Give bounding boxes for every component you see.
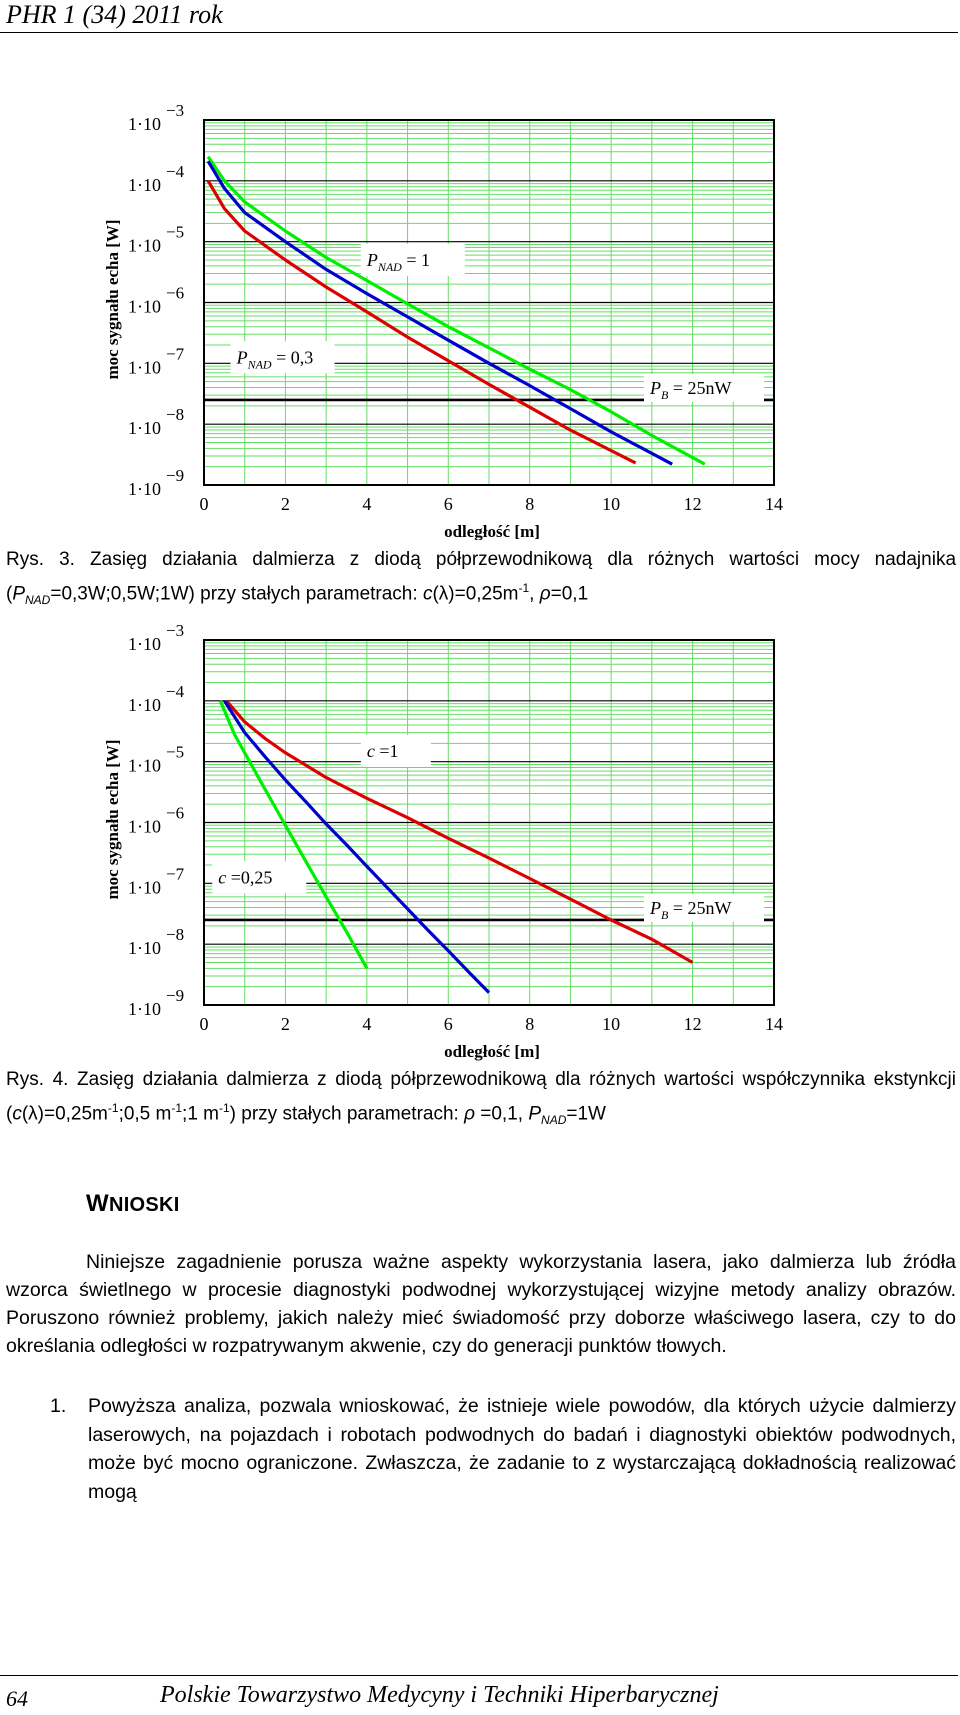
fig4-text-4: ) przy stałych parametrach: bbox=[229, 1103, 465, 1125]
y-tick-exponent: −3 bbox=[166, 101, 185, 120]
fig4-text-6: =1W bbox=[566, 1103, 606, 1125]
figure-4-svg bbox=[0, 620, 960, 1065]
x-tick-label: 0 bbox=[199, 1014, 209, 1034]
fig4-text-2: ;0,5 m bbox=[118, 1103, 172, 1125]
fig4-c: c bbox=[12, 1103, 22, 1125]
x-tick-label: 4 bbox=[362, 1014, 372, 1034]
y-tick-label: 1·10 bbox=[128, 418, 161, 439]
fig4-exp-1: -1 bbox=[107, 1101, 119, 1115]
fig4-label: Rys. 4. bbox=[6, 1069, 69, 1090]
annotation-value: =1 bbox=[374, 740, 399, 761]
y-tick-exponent: −4 bbox=[166, 681, 185, 701]
x-tick-label: 12 bbox=[683, 494, 702, 514]
heading-rest: NIOSKI bbox=[108, 1194, 180, 1216]
x-tick-label: 2 bbox=[280, 1014, 290, 1034]
y-tick-label: 1·10 bbox=[128, 938, 161, 959]
x-tick-label: 14 bbox=[765, 1014, 783, 1034]
y-tick-exponent: −5 bbox=[166, 742, 185, 762]
figure-3-svg bbox=[0, 100, 960, 540]
y-tick-label: 1·10 bbox=[128, 877, 161, 898]
fig4-p: P bbox=[528, 1103, 542, 1125]
fig3-c: c bbox=[422, 583, 433, 605]
y-tick-exponent: −8 bbox=[166, 405, 185, 425]
fig3-lam: (λ)=0,25m bbox=[432, 583, 519, 605]
y-tick-label: 1·10 bbox=[128, 296, 161, 317]
x-tick-label: 8 bbox=[525, 1014, 535, 1034]
x-axis-label: odległość [m] bbox=[444, 1042, 540, 1061]
y-axis-label: moc sygnału echa [W] bbox=[103, 739, 122, 900]
threshold-subscript: B bbox=[661, 907, 669, 922]
y-axis-label: moc sygnału echa [W] bbox=[103, 219, 122, 380]
x-axis-label: odległość [m] bbox=[444, 522, 540, 540]
y-tick-label: 1·10 bbox=[128, 479, 161, 499]
threshold-value: = 25nW bbox=[668, 897, 732, 918]
fig4-rho: ρ bbox=[464, 1103, 475, 1125]
y-tick-exponent: −8 bbox=[166, 925, 185, 945]
header-rule bbox=[0, 32, 958, 33]
conclusions-text: Niniejsze zagadnienie porusza ważne aspekty wykorzystania lasera, jako dalmierza lub źródła wzorca świetlnego w procesie diagnostyki podwodnej wykorzystującej wizyjne metody analizy obrazów. Poruszono również problemy, jakich należy mieć świadomość przy doborze właściwego lasera, czy to do określania odległości w rozpatrywanym akwenie, czy do generacji punktów tłowych. bbox=[6, 1251, 956, 1357]
y-tick-exponent: −7 bbox=[166, 864, 185, 884]
annotation-symbol: c bbox=[218, 867, 227, 888]
fig4-text-3: ;1 m bbox=[182, 1103, 219, 1125]
annotation-value: = 0,3 bbox=[271, 347, 314, 368]
x-tick-label: 10 bbox=[602, 1014, 621, 1034]
fig3-exp: -1 bbox=[518, 581, 530, 595]
y-tick-label: 1·10 bbox=[128, 174, 161, 195]
y-tick-label: 1·10 bbox=[128, 235, 161, 256]
page-number: 64 bbox=[6, 1686, 28, 1711]
annotation-symbol: c bbox=[366, 740, 375, 761]
y-tick-label: 1·10 bbox=[128, 357, 161, 378]
fig4-exp-2: -1 bbox=[171, 1101, 183, 1115]
fig3-p: P bbox=[12, 583, 26, 605]
x-tick-label: 8 bbox=[525, 494, 535, 514]
fig4-exp-3: -1 bbox=[219, 1101, 230, 1115]
fig3-text-4: =0,1 bbox=[550, 583, 589, 605]
figure-4-chart bbox=[0, 620, 960, 1065]
annotation-label bbox=[367, 741, 399, 761]
y-tick-label: 1·10 bbox=[128, 634, 161, 654]
x-tick-label: 4 bbox=[362, 494, 372, 514]
threshold-value: = 25nW bbox=[668, 377, 732, 398]
footer-publisher: Polskie Towarzystwo Medycyny i Techniki Hiperbarycznej bbox=[160, 1682, 719, 1708]
y-tick-label: 1·10 bbox=[128, 755, 161, 776]
figure-3-caption bbox=[6, 546, 956, 614]
x-tick-label: 10 bbox=[602, 494, 621, 514]
y-tick-label: 1·10 bbox=[128, 114, 161, 134]
y-tick-exponent: −7 bbox=[166, 344, 185, 364]
y-tick-exponent: −5 bbox=[166, 222, 185, 242]
footer-rule bbox=[0, 1675, 958, 1676]
y-tick-exponent: −9 bbox=[166, 466, 185, 485]
fig4-text-5: =0,1, bbox=[474, 1103, 529, 1125]
x-tick-label: 12 bbox=[683, 1014, 702, 1034]
x-tick-label: 2 bbox=[280, 494, 290, 514]
x-tick-label: 6 bbox=[443, 1014, 453, 1034]
x-tick-label: 14 bbox=[765, 494, 783, 514]
x-tick-label: 0 bbox=[199, 494, 209, 514]
threshold-symbol: P bbox=[650, 377, 661, 398]
figure-4-caption bbox=[6, 1066, 956, 1134]
heading-first-letter: W bbox=[86, 1190, 109, 1217]
fig3-text-2: =0,3W;0,5W;1W) przy stałych parametrach: bbox=[50, 583, 423, 605]
annotation-symbol: P bbox=[236, 347, 248, 368]
y-tick-exponent: −3 bbox=[166, 621, 185, 640]
conclusions-paragraph bbox=[6, 1248, 956, 1360]
section-heading bbox=[86, 1190, 180, 1218]
fig3-text-1: Zasięg działania dalmierza z diodą półprzewodnikową dla różnych wartości mocy nadajnika ( bbox=[6, 549, 957, 605]
fig4-text-1: Zasięg działania dalmierza z diodą półprzewodnikową dla różnych wartości współczynnika ekstynkcji ( bbox=[6, 1069, 956, 1125]
y-tick-exponent: −4 bbox=[166, 161, 185, 181]
y-tick-label: 1·10 bbox=[128, 999, 161, 1019]
threshold-subscript: B bbox=[661, 387, 669, 402]
fig3-text-3: , bbox=[529, 583, 540, 605]
fig4-nad: NAD bbox=[541, 1113, 567, 1128]
list-item-number: 1. bbox=[50, 1395, 67, 1417]
list-item bbox=[6, 1392, 956, 1506]
list-item-text: Powyższa analiza, pozwala wnioskować, że istnieje wiele powodów, dla których użycie dalmierzy laserowych, na pojazdach i robotach podwodnych do badań i diagnostyki obiektów podwodnych, może być mocno ograniczone. Zwłaszcza, że zadanie to z wystarczającą dokładnością realizować mogą bbox=[88, 1395, 956, 1503]
x-tick-label: 6 bbox=[443, 494, 453, 514]
y-tick-exponent: −6 bbox=[166, 803, 185, 823]
annotation-symbol: P bbox=[366, 249, 378, 270]
fig3-rho: ρ bbox=[539, 583, 551, 605]
fig3-label: Rys. 3. bbox=[6, 549, 75, 570]
y-tick-label: 1·10 bbox=[128, 816, 161, 837]
running-title: PHR 1 (34) 2011 rok bbox=[6, 0, 223, 29]
annotation-value: = 1 bbox=[401, 249, 431, 270]
y-tick-exponent: −9 bbox=[166, 986, 185, 1005]
annotation-subscript: NAD bbox=[377, 259, 402, 274]
threshold-symbol: P bbox=[650, 897, 661, 918]
y-tick-exponent: −6 bbox=[166, 283, 185, 303]
fig4-lam: (λ)=0,25m bbox=[21, 1103, 108, 1125]
fig3-nad: NAD bbox=[25, 593, 51, 608]
figure-3-chart bbox=[0, 100, 960, 540]
annotation-label bbox=[218, 867, 272, 887]
annotation-subscript: NAD bbox=[247, 357, 272, 372]
y-tick-label: 1·10 bbox=[128, 694, 161, 715]
annotation-value: =0,25 bbox=[226, 867, 273, 888]
